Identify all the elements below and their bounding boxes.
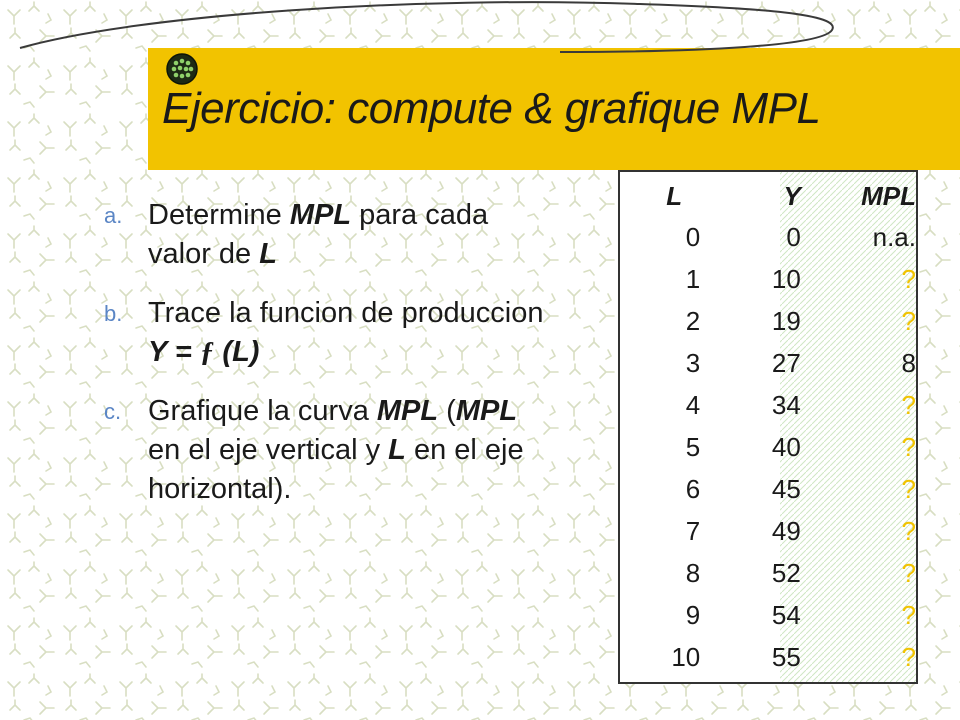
list-text: para cada valor de bbox=[148, 199, 489, 270]
list-marker: a. bbox=[104, 203, 123, 228]
table-row bbox=[620, 468, 916, 510]
cell-y: 49 bbox=[771, 516, 801, 546]
list-item bbox=[104, 392, 544, 509]
production-table bbox=[620, 176, 916, 678]
table-row bbox=[620, 258, 916, 300]
table-row bbox=[620, 636, 916, 678]
cell-y: 27 bbox=[771, 348, 801, 378]
table-row bbox=[620, 594, 916, 636]
cell-y: 55 bbox=[771, 642, 801, 672]
slide-title: Ejercicio: compute & grafique MPL bbox=[162, 84, 821, 133]
cell-y: 34 bbox=[771, 390, 801, 420]
list-item bbox=[104, 196, 544, 274]
list-text: Grafique la curva bbox=[148, 395, 377, 427]
cell-y: 54 bbox=[771, 600, 801, 630]
cell-mpl: n.a. bbox=[872, 222, 916, 252]
table-row bbox=[620, 342, 916, 384]
list-text: en el eje vertical y bbox=[148, 434, 389, 466]
list-text: en el eje horizontal). bbox=[148, 434, 524, 505]
table-row bbox=[620, 384, 916, 426]
cell-l: 1 bbox=[685, 264, 701, 294]
l-keyword: (L) bbox=[214, 336, 260, 368]
cell-mpl: ? bbox=[901, 474, 916, 504]
list-item bbox=[104, 294, 544, 372]
cell-mpl: ? bbox=[901, 306, 916, 336]
table-row bbox=[620, 216, 916, 258]
title-bullet-icon bbox=[165, 52, 199, 86]
cell-mpl: ? bbox=[901, 642, 916, 672]
list-text: ( bbox=[438, 395, 456, 427]
cell-mpl: ? bbox=[901, 516, 916, 546]
cell-l: 8 bbox=[685, 558, 701, 588]
cell-l: 2 bbox=[685, 306, 701, 336]
cell-mpl: 8 bbox=[901, 348, 916, 378]
l-keyword: L bbox=[388, 434, 406, 466]
cell-y: 19 bbox=[771, 306, 801, 336]
table-row bbox=[620, 300, 916, 342]
list-text: Trace la funcion de produccion bbox=[148, 297, 544, 329]
cell-l: 6 bbox=[685, 474, 701, 504]
data-table-box bbox=[618, 170, 918, 684]
cell-y: 0 bbox=[786, 222, 801, 252]
cell-mpl: ? bbox=[901, 558, 916, 588]
list-marker: c. bbox=[104, 399, 122, 424]
header-l: L bbox=[666, 181, 683, 211]
list-text: Determine bbox=[148, 199, 290, 231]
cell-l: 4 bbox=[685, 390, 701, 420]
cell-y: 40 bbox=[771, 432, 801, 462]
table-row bbox=[620, 510, 916, 552]
table-header-row bbox=[620, 176, 916, 216]
table-row bbox=[620, 552, 916, 594]
cell-mpl: ? bbox=[901, 264, 916, 294]
cell-l: 10 bbox=[671, 642, 701, 672]
mpl-keyword: MPL bbox=[289, 199, 352, 231]
l-keyword: L bbox=[259, 238, 277, 270]
cell-mpl: ? bbox=[901, 432, 916, 462]
cell-mpl: ? bbox=[901, 600, 916, 630]
header-mpl: MPL bbox=[861, 181, 916, 211]
cell-l: 9 bbox=[685, 600, 701, 630]
cell-l: 0 bbox=[685, 222, 701, 252]
y-keyword: Y = bbox=[148, 336, 200, 368]
cell-mpl: ? bbox=[901, 390, 916, 420]
mpl-keyword: MPL bbox=[455, 395, 518, 427]
exercise-list bbox=[104, 196, 544, 529]
list-marker: b. bbox=[104, 301, 123, 326]
cell-l: 7 bbox=[685, 516, 701, 546]
mpl-keyword: MPL bbox=[376, 395, 439, 427]
cell-l: 5 bbox=[685, 432, 701, 462]
cell-y: 10 bbox=[771, 264, 801, 294]
cell-y: 52 bbox=[771, 558, 801, 588]
header-y: Y bbox=[783, 181, 801, 211]
table-row bbox=[620, 426, 916, 468]
cell-y: 45 bbox=[771, 474, 801, 504]
function-symbol: ƒ bbox=[199, 336, 215, 368]
cell-l: 3 bbox=[685, 348, 701, 378]
